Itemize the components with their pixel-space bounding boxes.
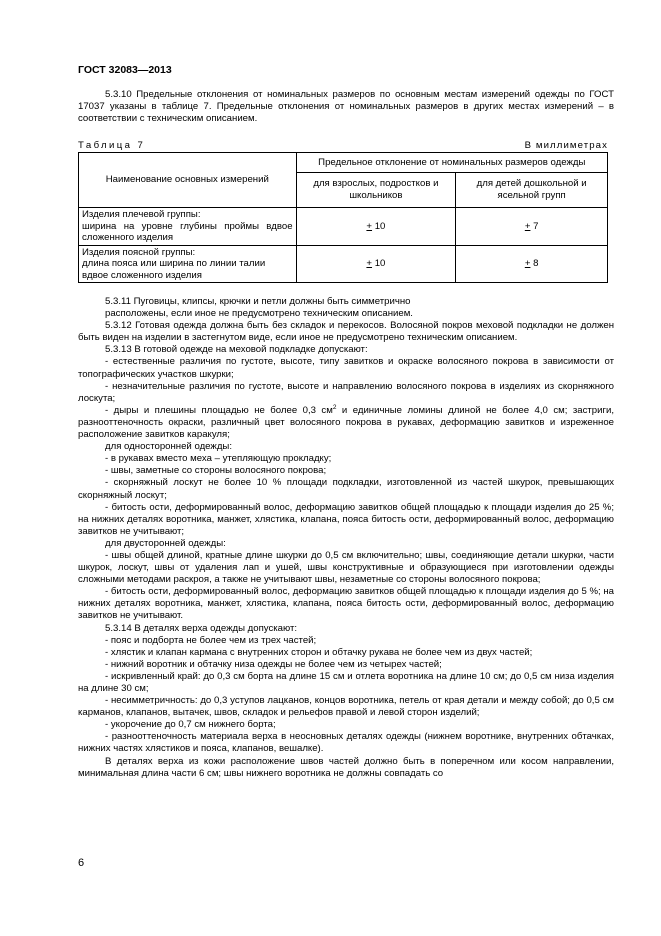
table-units: В миллиметрах [524, 140, 608, 151]
row-value-adults [296, 208, 456, 246]
page-number: 6 [78, 857, 85, 869]
paragraph: для двусторонней одежды: [105, 537, 226, 549]
paragraph: - хлястик и клапан кармана с внутренних сторон и обтачку рукава не более чем из двух частей; [105, 646, 533, 658]
document-header: ГОСТ 32083—2013 [78, 64, 172, 76]
paragraph: - незначительные различия по густоте, высоте и направлению волосяного покрова в изделиях из скорняжного лоскута; [78, 380, 614, 404]
paragraph: - швы общей длиной, кратные длине шкурки до 0,5 см включительно; швы, соединяющие детали шкурки, части шкурок, лоскут, швы от удаления лап и ушей, швы конструктивные и образующиеся при изготовлении одежды сложными методами раскроя, а также не учитывают швы, незаметные со стороны волосяного покрова; [78, 549, 614, 586]
deviation-table [78, 152, 608, 283]
row-measure: ширина на уровне глубины проймы вдвое сложенного изделия [82, 220, 293, 243]
paragraph [78, 405, 614, 441]
text-run: и единичные ломины длиной не более 4,0 см; застриги, разнооттеночность окраски, различный цвет волосяного покрова в рукавах, деформацию завитков и изреженное расположение завитков каракуля; [78, 404, 614, 441]
paragraph: 5.3.12 Готовая одежда должна быть без складок и перекосов. Волосяной покров меховой подкладки не должен быть виден на изделии в застегнутом виде, если иное не предусмотрено техническим описанием. [78, 320, 614, 344]
paragraph: - скорняжный лоскут не более 10 % площади подкладки, изготовленной из частей шкурок, превышающих скорняжный лоскут; [78, 477, 614, 501]
header-cell-adults: для взрослых, подростков и школьников [296, 172, 456, 207]
paragraph: - укорочение до 0,7 см нижнего борта; [105, 719, 276, 731]
main-text [78, 296, 614, 780]
paragraph: для односторонней одежды: [105, 441, 232, 453]
row-label [79, 245, 297, 283]
row-value-children [456, 208, 608, 246]
superscript: 2 [332, 403, 337, 411]
paragraph: расположены, если иное не предусмотрено техническим описанием. [105, 308, 413, 320]
table-header-row [79, 153, 608, 173]
paragraph: - естественные различия по густоте, высоте, типу завитков и окраске волосяного покрова в зависимости от топографических участков шкурки; [78, 356, 614, 380]
row-group: Изделия плечевой группы: [82, 209, 201, 220]
header-cell-name: Наименование основных измерений [79, 153, 297, 208]
row-group: Изделия поясной группы: [82, 246, 196, 258]
paragraph: - несимметричность: до 0,3 уступов лацканов, концов воротника, петель от края детали и между собой; до 0,5 см карманов, клапанов, вытачек, швов, складок и рельефов правой и левой сторон изделий; [78, 695, 614, 719]
paragraph: - разнооттеночность материала верха в неосновных деталях одежды (нижнем воротнике, внутренних обтачках, нижних частях хлястиков и пояса, клапанов, вешалке). [78, 731, 614, 755]
plus-minus-sign: + [524, 258, 531, 269]
paragraph: - битость ости, деформированный волос, деформацию завитков общей площадью к площади изделия до 25 %; на нижних деталях воротника, манжет, хлястика, клапана, пояса битость ости, деформированный волос, деформацию завитков не учитывают; [78, 501, 614, 537]
table-caption-row [78, 140, 608, 151]
paragraph: 5.3.10 Предельные отклонения от номинальных размеров по основным местам измерений одежды по ГОСТ 17037 указаны в таблице 7. Предельные отклонения от номинальных размеров в других местах измерений – в соответствии с техническим описанием. [78, 89, 614, 125]
header-cell-group: Предельное отклонение от номинальных размеров одежды [296, 153, 607, 173]
row-value-children [456, 245, 608, 283]
table-caption: Таблица 7 [78, 140, 146, 151]
paragraph: 5.3.13 В готовой одежде на меховой подкладке допускают: [105, 344, 368, 356]
row-measure: длина пояса или ширина по линии талии вдвое сложенного изделия [82, 258, 266, 281]
value: 8 [530, 258, 539, 269]
row-label [79, 208, 297, 246]
paragraph: - искривленный край: до 0,3 см борта на длине 15 см и отлета воротника на длине 10 см; до 0,5 см низа изделия на длине 30 см; [78, 670, 614, 694]
paragraph: 5.3.14 В деталях верха одежды допускают: [105, 622, 298, 634]
header-cell-children: для детей дошкольной и ясельной групп [456, 172, 608, 207]
plus-minus-sign: + [366, 220, 373, 232]
table-row [79, 245, 608, 283]
table-row [79, 208, 608, 246]
paragraph: - швы, заметные со стороны волосяного покрова; [105, 465, 327, 477]
value: 7 [530, 220, 539, 232]
plus-minus-sign: + [366, 258, 373, 269]
intro-block [78, 89, 614, 125]
paragraph: 5.3.11 Пуговицы, клипсы, крючки и петли должны быть симметрично [105, 296, 411, 307]
paragraph: - пояс и подборта не более чем из трех частей; [105, 634, 317, 646]
paragraph: - нижний воротник и обтачку низа одежды не более чем из четырех частей; [105, 658, 442, 670]
row-value-adults [296, 245, 456, 283]
text-run: - дыры и плешины площадью не более 0,3 см [105, 404, 333, 416]
value: 10 [372, 220, 386, 232]
plus-minus-sign: + [524, 220, 531, 232]
paragraph: - в рукавах вместо меха – утепляющую прокладку; [105, 453, 332, 465]
value: 10 [372, 258, 386, 269]
paragraph: В деталях верха из кожи расположение швов частей должно быть в поперечном или косом направлении, минимальная длина части 6 см; швы нижнего воротника не должны совпадать со [78, 755, 614, 779]
paragraph: - битость ости, деформированный волос, деформацию завитков общей площадью к площади изделия до 5 %; на нижних деталях воротника, манжет, хлястика, клапана, пояса битость ости, деформированный волос, деформацию завитков не учитывают. [78, 586, 614, 622]
